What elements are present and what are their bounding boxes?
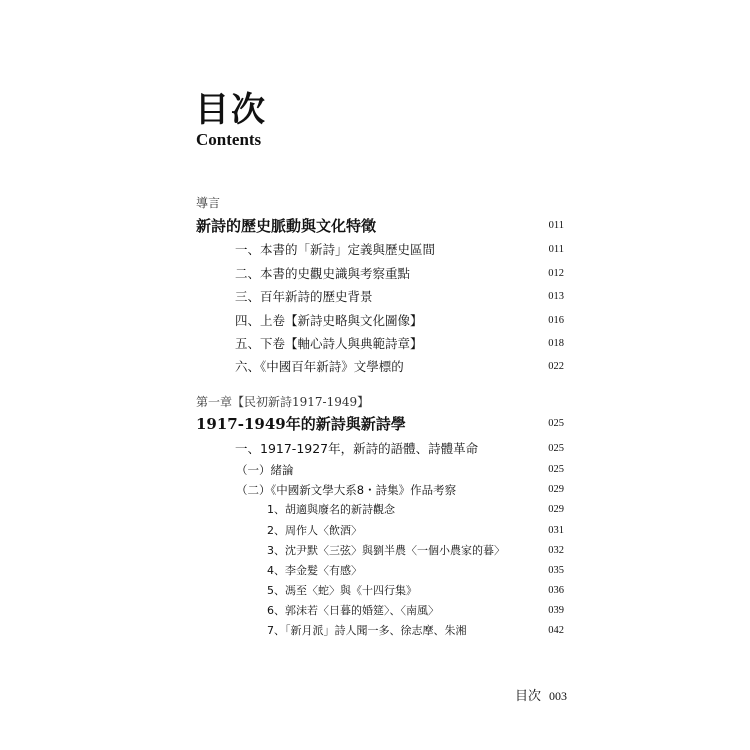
toc-page-number: 025 bbox=[548, 464, 564, 475]
toc-entry bbox=[0, 541, 750, 561]
toc-entry bbox=[0, 216, 750, 236]
toc-page-number: 032 bbox=[548, 545, 564, 556]
toc-label: （二）《中國新文學大系8・詩集》作品考察 bbox=[236, 483, 457, 497]
toc-page-number: 011 bbox=[548, 244, 564, 255]
toc-label: 1917-1949年的新詩與新詩學 bbox=[196, 415, 406, 433]
toc-page-number: 022 bbox=[548, 361, 564, 372]
toc-entry bbox=[0, 601, 750, 621]
page-footer bbox=[515, 686, 567, 707]
toc-page-number: 036 bbox=[548, 585, 564, 596]
toc-page-number: 042 bbox=[548, 625, 564, 636]
toc-page-number: 012 bbox=[548, 268, 564, 279]
toc-entry bbox=[0, 581, 750, 601]
toc-label: 導言 bbox=[196, 196, 221, 210]
toc-entry bbox=[0, 521, 750, 541]
toc-title-english: Contents bbox=[196, 130, 262, 149]
toc-label: 4、李金髮〈有感〉 bbox=[267, 564, 362, 577]
toc-section-label bbox=[0, 392, 750, 412]
toc-label: 五、下卷【軸心詩人與典範詩章】 bbox=[235, 336, 423, 351]
toc-label: 1、胡適與廢名的新詩觀念 bbox=[267, 503, 395, 516]
toc-label: 第一章【民初新詩1917-1949】 bbox=[196, 395, 370, 409]
footer-page-number: 003 bbox=[549, 689, 567, 703]
toc-entry bbox=[0, 414, 750, 434]
toc-label: 新詩的歷史脈動與文化特徵 bbox=[196, 217, 377, 235]
toc-entry bbox=[0, 240, 750, 260]
toc-page-number: 029 bbox=[548, 504, 564, 515]
toc-label: 一、本書的「新詩」定義與歷史區間 bbox=[235, 242, 436, 257]
toc-entry bbox=[0, 287, 750, 307]
toc-label: 三、百年新詩的歷史背景 bbox=[235, 289, 373, 304]
toc-page-number: 025 bbox=[548, 418, 564, 429]
toc-page-number: 016 bbox=[548, 315, 564, 326]
toc-entry bbox=[0, 334, 750, 354]
toc-page-number: 011 bbox=[548, 220, 564, 231]
toc-entry bbox=[0, 561, 750, 581]
toc-label: 一、1917-1927年，新詩的語體、詩體革命 bbox=[235, 441, 479, 456]
toc-entry bbox=[0, 264, 750, 284]
toc-page-number: 018 bbox=[548, 338, 564, 349]
toc-label: 六、《中國百年新詩》文學標的 bbox=[235, 359, 404, 374]
toc-label: 二、本書的史觀史識與考察重點 bbox=[235, 266, 411, 281]
toc-entry bbox=[0, 500, 750, 520]
toc-entry bbox=[0, 460, 750, 480]
toc-title-chinese: 目次 bbox=[195, 90, 267, 130]
toc-page-number: 039 bbox=[548, 605, 564, 616]
toc-page-number: 031 bbox=[548, 525, 564, 536]
toc-entry bbox=[0, 480, 750, 500]
toc-entry bbox=[0, 621, 750, 641]
toc-entry bbox=[0, 311, 750, 331]
toc-label: （一）緒論 bbox=[236, 463, 294, 477]
toc-label: 5、馮至〈蛇〉與《十四行集》 bbox=[267, 584, 417, 597]
toc-entry bbox=[0, 439, 750, 459]
toc-label: 6、郭沫若〈日暮的婚筵〉、〈南風〉 bbox=[267, 604, 439, 617]
toc-page-number: 025 bbox=[548, 443, 564, 454]
toc-section-label bbox=[0, 193, 750, 213]
toc-page-number: 029 bbox=[548, 484, 564, 495]
toc-page-number: 013 bbox=[548, 291, 564, 302]
toc-label: 2、周作人〈飲酒〉 bbox=[267, 524, 362, 537]
footer-label: 目次 bbox=[514, 689, 541, 704]
toc-label: 3、沈尹默〈三弦〉與劉半農〈一個小農家的暮〉 bbox=[267, 544, 505, 557]
toc-label: 7、「新月派」詩人聞一多、徐志摩、朱湘 bbox=[267, 624, 467, 637]
toc-entry bbox=[0, 357, 750, 377]
toc-label: 四、上卷【新詩史略與文化圖像】 bbox=[235, 313, 423, 328]
toc-page-number: 035 bbox=[548, 565, 564, 576]
